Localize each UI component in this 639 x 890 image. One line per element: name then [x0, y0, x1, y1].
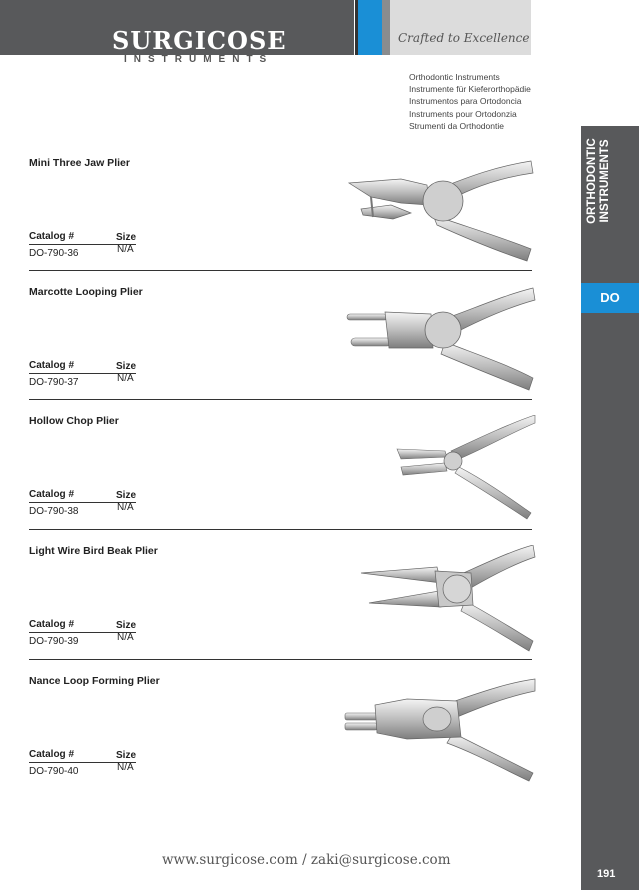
language-line: Orthodontic Instruments [409, 72, 500, 82]
language-line: Strumenti da Orthodontie [409, 120, 504, 131]
product-title: Light Wire Bird Beak Plier [29, 545, 158, 557]
catalog-label: Catalog # [29, 231, 75, 242]
header-stripe [382, 0, 390, 55]
catalog-number: DO-790-40 [29, 766, 79, 777]
tagline-box [390, 0, 531, 55]
section-divider [29, 659, 532, 660]
catalog-label: Catalog # [29, 619, 75, 630]
catalog-label: Catalog # [29, 360, 75, 371]
size-label: Size [116, 750, 137, 761]
product-entry [29, 545, 532, 674]
size-value: N/A [117, 373, 134, 384]
size-label: Size [116, 490, 137, 501]
section-title: ORTHODONTIC INSTRUMENTS [586, 138, 611, 224]
brand-subtitle: INSTRUMENTS [124, 54, 274, 65]
marcotte-looping-plier-image [341, 286, 536, 396]
size-value: N/A [117, 244, 134, 255]
product-title: Mini Three Jaw Plier [29, 157, 130, 169]
catalog-label: Catalog # [29, 489, 75, 500]
catalog-number: DO-790-37 [29, 377, 79, 388]
tagline: Crafted to Excellence [398, 31, 530, 45]
footer-contact: www.surgicose.com / zaki@surgicose.com [162, 852, 451, 868]
language-list [409, 71, 531, 132]
section-code-badge: DO [581, 283, 639, 313]
hollow-chop-plier-image [341, 415, 536, 525]
product-title: Hollow Chop Plier [29, 415, 119, 427]
size-value: N/A [117, 762, 134, 773]
size-value: N/A [117, 502, 134, 513]
section-divider [29, 399, 532, 400]
size-label: Size [116, 361, 137, 372]
section-divider [29, 529, 532, 530]
size-label: Size [116, 620, 137, 631]
language-line: Instruments pour Ortodonzia [409, 108, 517, 119]
section-divider [29, 270, 532, 271]
header-accent-stripe [358, 0, 382, 55]
size-label: Size [116, 232, 137, 243]
language-line: Instrumentos para Ortodoncia [409, 96, 522, 107]
product-entry [29, 286, 532, 415]
page-number: 191 [597, 868, 616, 880]
product-title: Nance Loop Forming Plier [29, 675, 160, 687]
product-entry [29, 157, 532, 286]
catalog-number: DO-790-38 [29, 506, 79, 517]
bird-beak-plier-image [341, 545, 536, 655]
brand-logo: SURGICOSE [112, 26, 287, 55]
catalog-number: DO-790-36 [29, 248, 79, 259]
size-value: N/A [117, 632, 134, 643]
catalog-number: DO-790-39 [29, 636, 79, 647]
product-title: Marcotte Looping Plier [29, 286, 143, 298]
catalog-label: Catalog # [29, 749, 75, 760]
mini-three-jaw-plier-image [341, 157, 536, 267]
nance-loop-plier-image [341, 675, 536, 785]
product-entry [29, 675, 532, 804]
product-entry [29, 415, 532, 544]
language-line: Instrumente für Kieferorthopädie [409, 84, 531, 95]
